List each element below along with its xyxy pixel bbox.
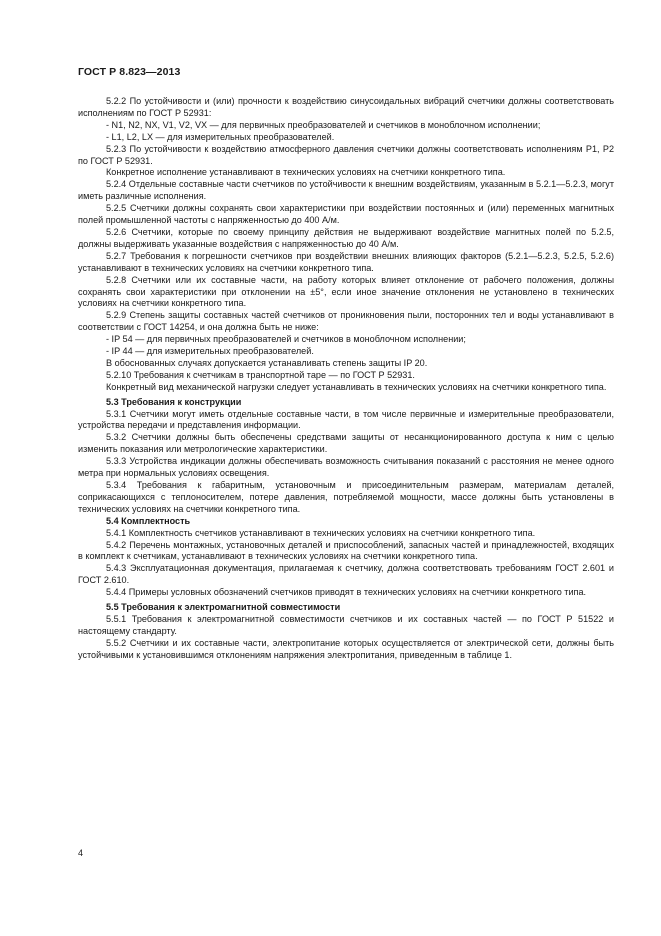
paragraph: 5.2.4 Отдельные составные части счетчиков по устойчивости к внешним воздействиям, указанным в 5.2.1—5.2.3, могут иметь различные исполнения. <box>78 179 614 202</box>
paragraph: 5.4.3 Эксплуатационная документация, прилагаемая к счетчику, должна соответствовать требованиям ГОСТ 2.601 и ГОСТ 2.610. <box>78 563 614 586</box>
section-heading: 5.5 Требования к электромагнитной совместимости <box>106 602 341 613</box>
paragraph: 5.2.6 Счетчики, которые по своему принципу действия не выдерживают воздействие магнитных полей по 5.2.5, должны выдерживать указанные воздействия с напряженностью до 40 А/м. <box>78 226 614 249</box>
document-header: ГОСТ Р 8.823—2013 <box>78 66 181 78</box>
list-item: - IP 44 — для измерительных преобразователей. <box>106 346 314 357</box>
paragraph: 5.4.2 Перечень монтажных, установочных деталей и приспособлений, запасных частей и принадлежностей, входящих в комплект к счетчикам, устанавливают в технических условиях на счетчики конкретного типа. <box>78 539 614 562</box>
paragraph: 5.2.2 По устойчивости и (или) прочности к воздействию синусоидальных вибраций счетчики должны соответствовать исполнениям по ГОСТ Р 52931: <box>78 96 614 118</box>
paragraph: 5.2.9 Степень защиты составных частей счетчиков от проникновения пыли, посторонних тел и воды устанавливают в соответствии с ГОСТ 14254, и она должна быть не ниже: <box>78 310 614 333</box>
list-item: - IP 54 — для первичных преобразователей и счетчиков в моноблочном исполнении; <box>106 334 466 345</box>
paragraph: 5.2.8 Счетчики или их составные части, на работу которых влияет отклонение от рабочего положения, должны сохранять свои характеристики при отклонении на ±5°, если иное значение отклонения не установлено в технических условиях на счетчики конкретного типа. <box>78 274 614 309</box>
paragraph: 5.3.2 Счетчики должны быть обеспечены средствами защиты от несанкционированного доступа к ним с целью изменить показания или метрологические характеристики. <box>78 432 614 455</box>
paragraph: Конкретный вид механической нагрузки следует устанавливать в технических условиях на счетчики конкретного типа. <box>106 381 607 392</box>
paragraph: 5.2.3 По устойчивости к воздействию атмосферного давления счетчики должны соответствовать исполнениям P1, P2 по ГОСТ Р 52931. <box>78 143 614 166</box>
paragraph: 5.3.1 Счетчики могут иметь отдельные составные части, в том числе первичные и измерительные преобразователи, устройства передачи и представления информации. <box>78 408 614 431</box>
paragraph: 5.5.1 Требования к электромагнитной совместимости счетчиков и их составных частей — по ГОСТ Р 51522 и настоящему стандарту. <box>78 613 614 636</box>
paragraph: 5.4.4 Примеры условных обозначений счетчиков приводят в технических условиях на счетчики конкретного типа. <box>106 587 587 598</box>
paragraph: 5.4.1 Комплектность счетчиков устанавливают в технических условиях на счетчики конкретного типа. <box>106 527 536 538</box>
paragraph: 5.2.10 Требования к счетчикам в транспортной таре — по ГОСТ Р 52931. <box>106 369 415 380</box>
document-body <box>78 96 614 662</box>
list-item: - L1, L2, LX — для измерительных преобразователей. <box>106 131 335 142</box>
list-item: - N1, N2, NX, V1, V2, VX — для первичных преобразователей и счетчиков в моноблочном исполнении; <box>106 119 541 130</box>
paragraph: 5.5.2 Счетчики и их составные части, электропитание которых осуществляется от электрической сети, должны быть устойчивыми к установившимся отклонениям напряжения электропитания, приведенным в таблице 1. <box>78 637 614 660</box>
paragraph: В обоснованных случаях допускается устанавливать степень защиты IP 20. <box>106 357 428 368</box>
paragraph: 5.3.3 Устройства индикации должны обеспечивать возможность считывания показаний с расстояния не менее одного метра при нормальных условиях освещения. <box>78 456 614 479</box>
paragraph: Конкретное исполнение устанавливают в технических условиях на счетчики конкретного типа. <box>106 167 506 178</box>
section-heading: 5.4 Комплектность <box>106 515 191 526</box>
paragraph: 5.2.7 Требования к погрешности счетчиков при воздействии внешних влияющих факторов (5.2.1—5.2.3, 5.2.5, 5.2.6) устанавливают в технических условиях на счетчики конкретного типа. <box>78 250 614 273</box>
paragraph: 5.2.5 Счетчики должны сохранять свои характеристики при воздействии постоянных и (или) переменных магнитных полей промышленной частоты с напряженностью до 400 А/м. <box>78 203 614 226</box>
paragraph: 5.3.4 Требования к габаритным, установочным и присоединительным размерам, материалам деталей, соприкасающихся с теплоносителем, потере давления, потребляемой мощности, массе должны быть установлены в технических условиях на счетчики конкретного типа. <box>78 480 614 514</box>
section-heading: 5.3 Требования к конструкции <box>106 396 242 407</box>
page-number: 4 <box>78 848 84 858</box>
